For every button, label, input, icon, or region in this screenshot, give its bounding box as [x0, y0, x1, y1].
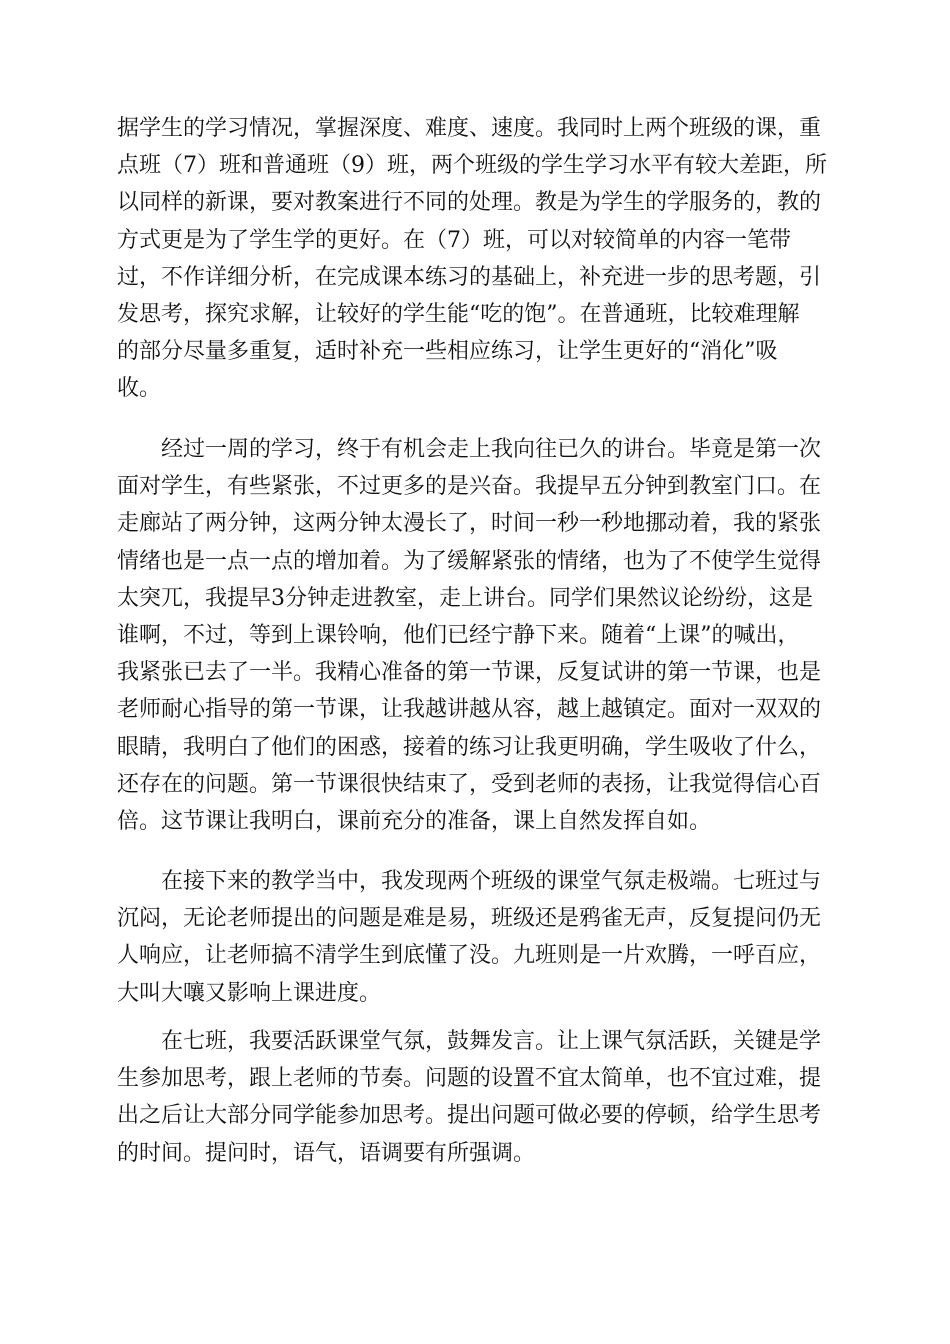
text-line: 方式更是为了学生学的更好。在（7）班，可以对较简单的内容一笔带	[117, 227, 791, 253]
paragraph-1	[117, 110, 827, 408]
text-line: 沉闷，无论老师提出的问题是难是易，班级还是鸦雀无声，反复提问仍无	[117, 906, 822, 932]
text-line: 情绪也是一点一点的增加着。为了缓解紧张的情绪，也为了不使学生觉得	[117, 548, 822, 574]
paragraph-2	[117, 431, 821, 840]
paragraph-3	[117, 863, 821, 1012]
text-line: 人响应，让老师搞不清学生到底懂了没。九班则是一片欢腾，一呼百应，	[117, 943, 822, 969]
paragraph-4	[117, 1023, 821, 1172]
text-line: 据学生的学习情况，掌握深度、难度、速度。我同时上两个班级的课，重	[117, 116, 822, 141]
text-line: 太突兀，我提早3分钟走进教室，走上讲台。同学们果然议论纷纷，这是	[117, 585, 813, 611]
text-line: 还存在的问题。第一节课很快结束了，受到老师的表扬，让我觉得信心百	[117, 771, 822, 797]
text-line: 倍。这节课让我明白，课前充分的准备，课上自然发挥自如。	[117, 808, 712, 834]
text-line: 的时间。提问时，语气，语调要有所强调。	[117, 1140, 536, 1166]
text-line: 点班（7）班和普通班（9）班，两个班级的学生学习水平有较大差距，所	[117, 153, 827, 179]
text-line: 在接下来的教学当中，我发现两个班级的课堂气氛走极端。七班过与	[161, 869, 822, 894]
text-line: 眼睛，我明白了他们的困惑，接着的练习让我更明确，学生吸收了什么，	[117, 734, 822, 760]
text-line: 收。	[117, 376, 162, 402]
text-line: 以同样的新课，要对教案进行不同的处理。教是为学生的学服务的，教的	[117, 190, 822, 216]
text-line: 面对学生，有些紧张，不过更多的是兴奋。我提早五分钟到教室门口。在	[117, 474, 822, 500]
text-line: 老师耐心指导的第一节课，让我越讲越从容，越上越镇定。面对一双双的	[117, 697, 822, 723]
text-line: 大叫大嚷又影响上课进度。	[117, 980, 382, 1006]
text-line: 我紧张已去了一半。我精心准备的第一节课，反复试讲的第一节课，也是	[117, 660, 822, 686]
text-line: 走廊站了两分钟，这两分钟太漫长了，时间一秒一秒地挪动着，我的紧张	[117, 511, 822, 537]
text-line: 谁啊，不过，等到上课铃响，他们已经宁静下来。随着“上课”的喊出，	[117, 622, 800, 648]
text-line: 出之后让大部分同学能参加思考。提出问题可做必要的停顿，给学生思考	[117, 1103, 822, 1129]
text-line: 发思考，探究求解，让较好的学生能“吃的饱”。在普通班，比较难理解	[117, 301, 800, 327]
text-line: 过，不作详细分析，在完成课本练习的基础上，补充进一步的思考题，引	[117, 264, 822, 290]
text-line: 在七班，我要活跃课堂气氛，鼓舞发言。让上课气氛活跃，关键是学	[161, 1029, 822, 1054]
text-line: 经过一周的学习，终于有机会走上我向往已久的讲台。毕竟是第一次	[161, 437, 822, 462]
text-line: 生参加思考，跟上老师的节奏。问题的设置不宜太简单，也不宜过难，提	[117, 1066, 822, 1092]
text-line: 的部分尽量多重复，适时补充一些相应练习，让学生更好的“消化”吸	[117, 339, 778, 365]
